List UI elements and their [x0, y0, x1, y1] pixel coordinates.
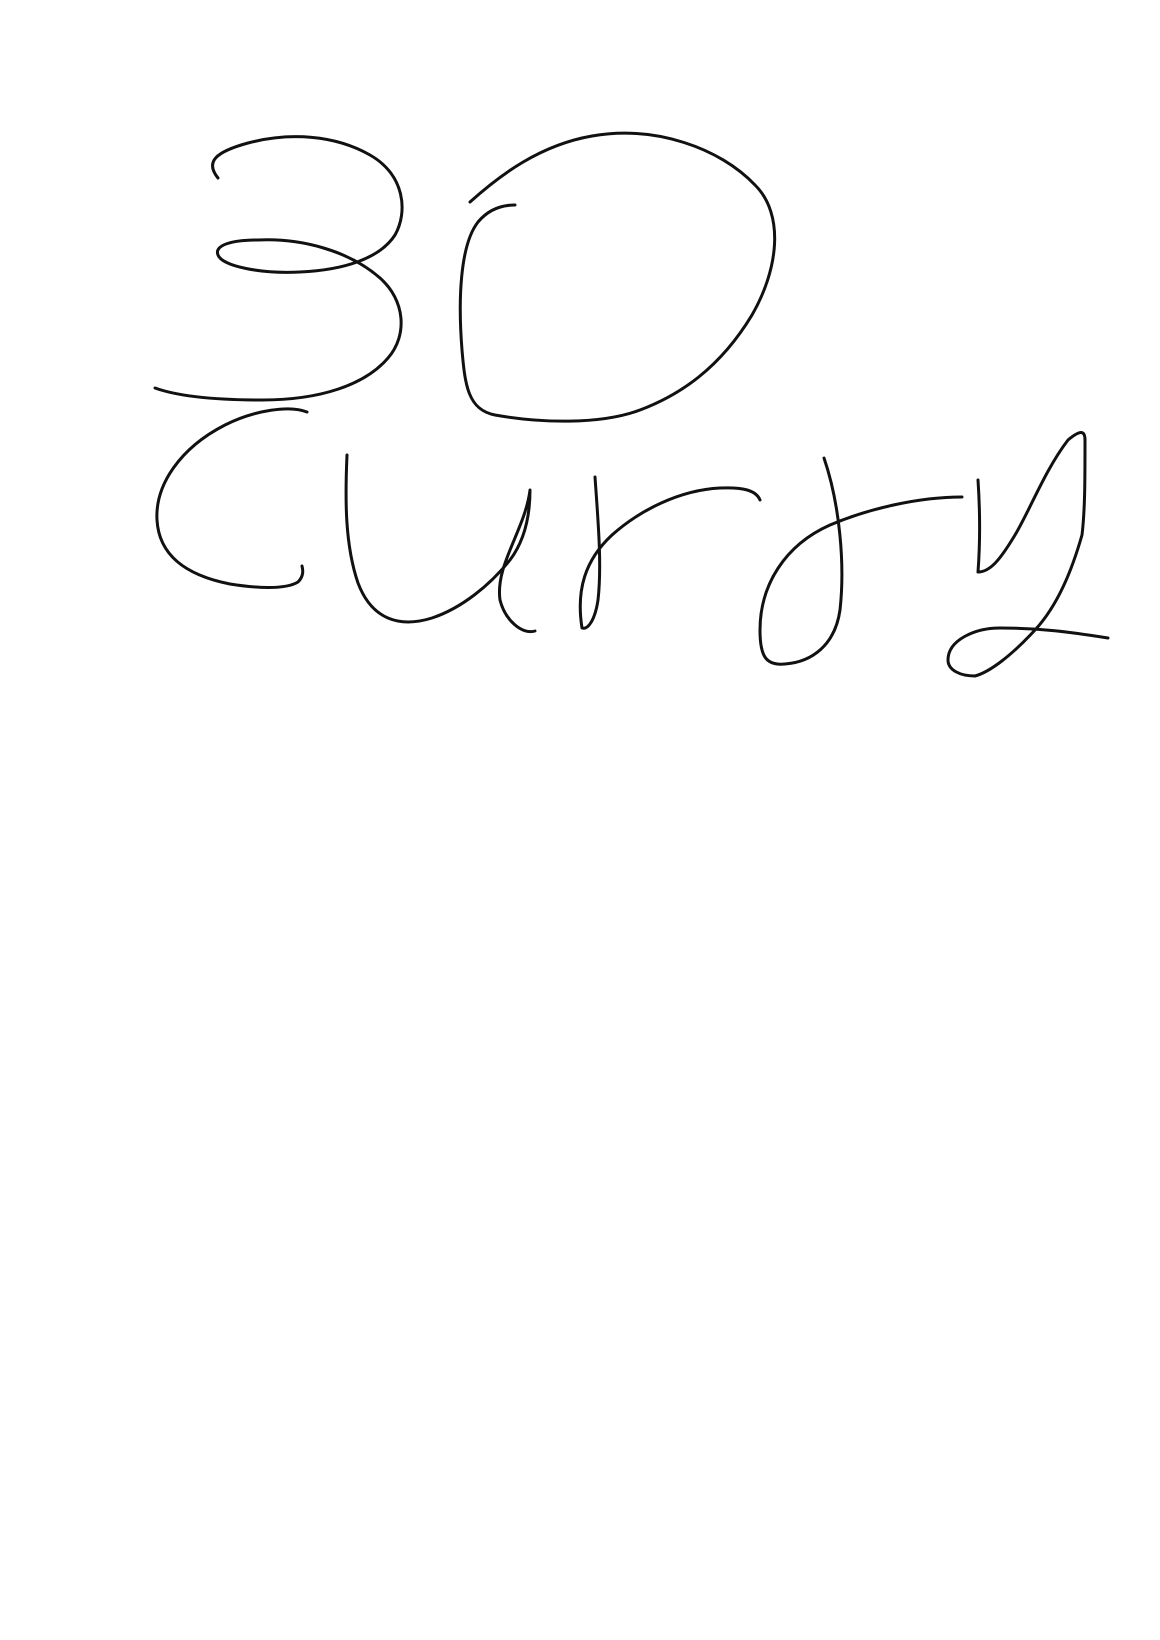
letter-r-first-stroke — [580, 477, 760, 628]
digit-zero-outer-stroke — [460, 133, 774, 421]
letter-r-second-stroke — [760, 458, 962, 664]
digit-three-upper-stroke — [155, 137, 402, 400]
letter-y-stroke — [948, 433, 1108, 677]
letter-c-stroke — [157, 409, 307, 588]
letter-u-stroke — [346, 455, 535, 632]
